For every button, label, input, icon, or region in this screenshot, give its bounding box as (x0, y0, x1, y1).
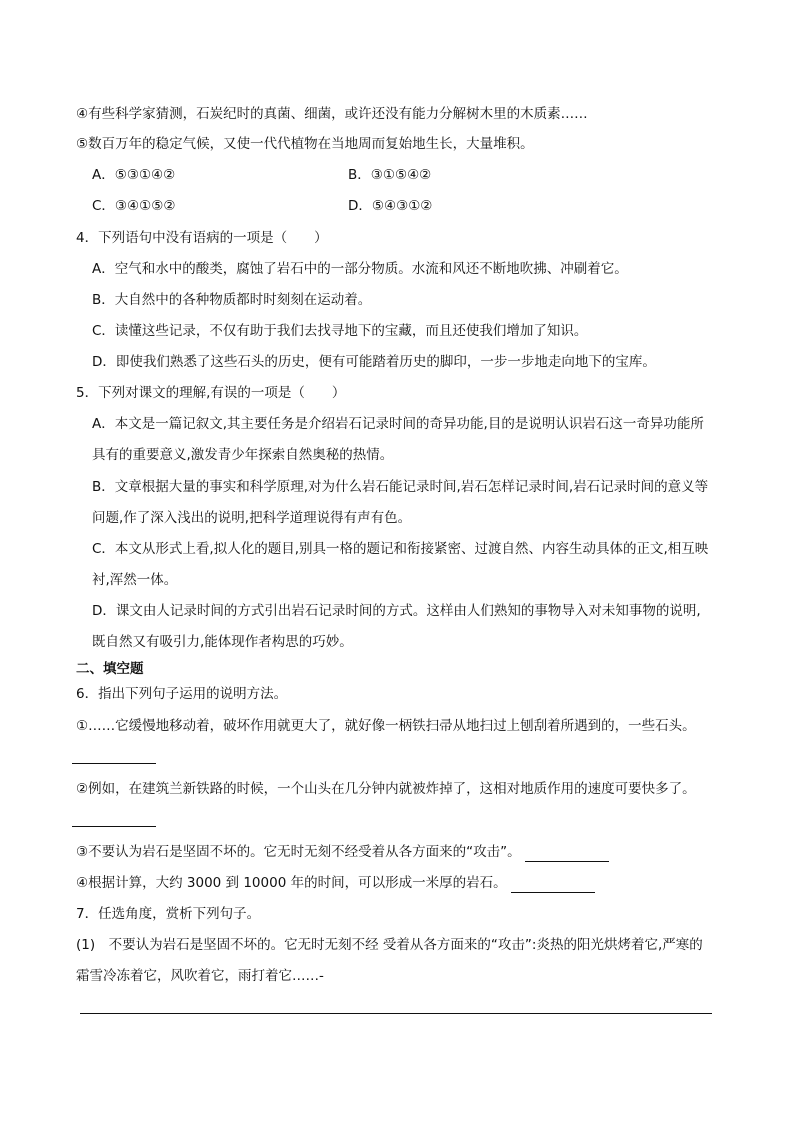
q3-option-c: C．③④①⑤② (92, 198, 176, 214)
q5-option-a-line1: A．本文是一篇记叙文,其主要任务是介绍岩石记录时间的奇异功能,目的是说明认识岩石这一奇异功能所 (92, 416, 704, 432)
q6-sentence-4: ④根据计算，大约 3000 到 10000 年的时间，可以形成一米厚的岩石。 (76, 875, 507, 891)
q5-option-b-line2: 问题,作了深入浅出的说明,把科学道理说得有声有色。 (92, 510, 412, 526)
q6-stem: 6．指出下列句子运用的说明方法。 (76, 686, 288, 702)
q3-option-d: D．⑤④③①② (348, 198, 433, 214)
q6-answer-blank-1[interactable] (72, 763, 156, 764)
q7-sentence-1-line2: 霜雪冷冻着它，风吹着它，雨打着它……- (76, 968, 324, 984)
q6-answer-blank-4[interactable] (511, 878, 595, 893)
sentence-4: ④有些科学家猜测，石炭纪时的真菌、细菌，或许还没有能力分解树木里的木质素…… (76, 106, 588, 122)
sentence-5: ⑤数百万年的稳定气候，又使一代代植物在当地周而复始地生长，大量堆积。 (76, 136, 534, 152)
q6-answer-blank-3[interactable] (525, 847, 609, 862)
q5-stem: 5．下列对课文的理解,有误的一项是（ ） (76, 385, 346, 401)
q5-option-d-line1: D．课文由人记录时间的方式引出岩石记录时间的方式。这样由人们熟知的事物导入对未知事物的说明, (92, 603, 701, 619)
q4-option-c: C．读懂这些记录，不仅有助于我们去找寻地下的宝藏，而且还使我们增加了知识。 (92, 323, 588, 339)
q6-sentence-3: ③不要认为岩石是坚固不坏的。它无时无刻不经受着从各方面来的“攻击”。 (76, 844, 521, 860)
q4-stem: 4．下列语句中没有语病的一项是（ ） (76, 230, 328, 246)
q5-option-b-line1: B．文章根据大量的事实和科学原理,对为什么岩石能记录时间,岩石怎样记录时间,岩石记录时间的意义等 (92, 479, 709, 495)
q4-option-b: B．大自然中的各种物质都时时刻刻在运动着。 (92, 292, 372, 308)
q5-option-d-line2: 既自然又有吸引力,能体现作者构思的巧妙。 (92, 634, 353, 650)
q7-answer-line[interactable] (80, 1013, 712, 1014)
q4-option-d: D．即使我们熟悉了这些石头的历史，便有可能踏着历史的脚印，一步一步地走向地下的宝库。 (92, 354, 656, 370)
q6-sentence-4-row (76, 873, 595, 893)
q6-sentence-1: ①……它缓慢地移动着，破坏作用就更大了，就好像一柄铁扫帚从地扫过上刨刮着所遇到的，一些石头。 (76, 718, 696, 734)
q5-option-a-line2: 具有的重要意义,激发青少年探索自然奥秘的热情。 (92, 447, 394, 463)
q7-stem: 7．任选角度，赏析下列句子。 (76, 906, 261, 922)
q6-answer-blank-2[interactable] (72, 826, 156, 827)
q6-sentence-3-row (76, 842, 609, 862)
q6-sentence-2: ②例如，在建筑兰新铁路的时候，一个山头在几分钟内就被炸掉了，这相对地质作用的速度可要快多了。 (76, 781, 696, 797)
q5-option-c-line2: 衬,浑然一体。 (92, 572, 178, 588)
q5-option-c-line1: C．本文从形式上看,拟人化的题目,别具一格的题记和衔接紧密、过渡自然、内容生动具体的正文,相互映 (92, 541, 709, 557)
q4-option-a: A．空气和水中的酸类，腐蚀了岩石中的一部分物质。水流和风还不断地吹拂、冲刷着它。 (92, 261, 628, 277)
section-heading: 二、填空题 (76, 661, 144, 677)
q7-sentence-1-line1: (1) 不要认为岩石是坚固不坏的。它无时无刻不经 受着从各方面来的“攻击”:炎热的阳光烘烤着它,严寒的 (76, 937, 703, 953)
q3-option-b: B．③①⑤④② (348, 167, 432, 183)
q3-option-a: A．⑤③①④② (92, 167, 176, 183)
